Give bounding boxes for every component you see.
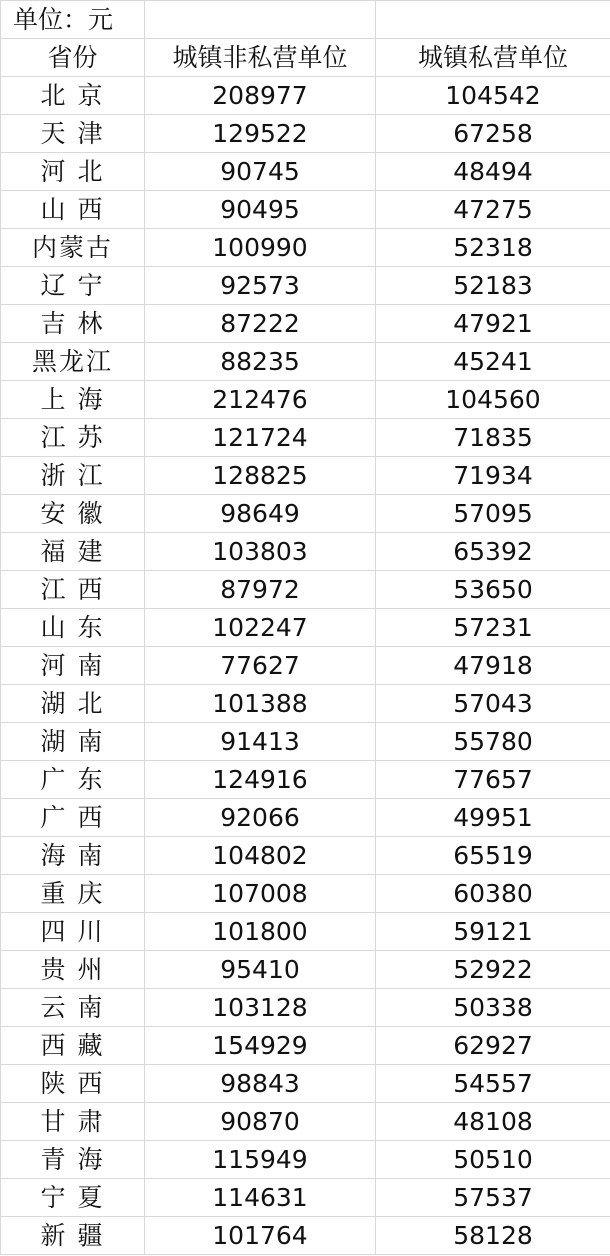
table-row bbox=[1, 229, 610, 267]
province-cell[interactable]: 青 海 bbox=[1, 1141, 145, 1179]
table-row bbox=[1, 571, 610, 609]
table-row bbox=[1, 799, 610, 837]
private-value-cell[interactable]: 57537 bbox=[376, 1179, 610, 1217]
non-private-value-cell[interactable]: 92573 bbox=[145, 267, 376, 305]
province-cell[interactable]: 江 西 bbox=[1, 571, 145, 609]
table-row bbox=[1, 1179, 610, 1217]
private-value-cell[interactable]: 52318 bbox=[376, 229, 610, 267]
header-province[interactable]: 省份 bbox=[1, 39, 145, 77]
private-value-cell[interactable]: 60380 bbox=[376, 875, 610, 913]
table-row bbox=[1, 533, 610, 571]
private-value-cell[interactable]: 71835 bbox=[376, 419, 610, 457]
non-private-value-cell[interactable]: 114631 bbox=[145, 1179, 376, 1217]
table-row bbox=[1, 723, 610, 761]
table-row bbox=[1, 381, 610, 419]
non-private-value-cell[interactable]: 103803 bbox=[145, 533, 376, 571]
header-row bbox=[1, 39, 610, 77]
private-value-cell[interactable]: 58128 bbox=[376, 1217, 610, 1255]
private-value-cell[interactable]: 45241 bbox=[376, 343, 610, 381]
non-private-value-cell[interactable]: 88235 bbox=[145, 343, 376, 381]
private-value-cell[interactable]: 50338 bbox=[376, 989, 610, 1027]
non-private-value-cell[interactable]: 124916 bbox=[145, 761, 376, 799]
table-row bbox=[1, 1141, 610, 1179]
table-body bbox=[1, 1, 610, 1255]
non-private-value-cell[interactable]: 103128 bbox=[145, 989, 376, 1027]
non-private-value-cell[interactable]: 107008 bbox=[145, 875, 376, 913]
table-row bbox=[1, 1103, 610, 1141]
private-value-cell[interactable]: 47275 bbox=[376, 191, 610, 229]
non-private-value-cell[interactable]: 90745 bbox=[145, 153, 376, 191]
non-private-value-cell[interactable]: 98843 bbox=[145, 1065, 376, 1103]
non-private-value-cell[interactable]: 104802 bbox=[145, 837, 376, 875]
private-value-cell[interactable]: 57095 bbox=[376, 495, 610, 533]
table-row bbox=[1, 685, 610, 723]
table-row bbox=[1, 761, 610, 799]
private-value-cell[interactable]: 59121 bbox=[376, 913, 610, 951]
province-cell[interactable]: 重 庆 bbox=[1, 875, 145, 913]
table-row bbox=[1, 647, 610, 685]
province-cell[interactable]: 甘 肃 bbox=[1, 1103, 145, 1141]
table-row bbox=[1, 837, 610, 875]
table-row bbox=[1, 989, 610, 1027]
table-row bbox=[1, 77, 610, 115]
table-row bbox=[1, 115, 610, 153]
table-row bbox=[1, 951, 610, 989]
non-private-value-cell[interactable]: 92066 bbox=[145, 799, 376, 837]
non-private-value-cell[interactable]: 91413 bbox=[145, 723, 376, 761]
province-cell[interactable]: 天 津 bbox=[1, 115, 145, 153]
province-cell[interactable]: 山 西 bbox=[1, 191, 145, 229]
non-private-value-cell[interactable]: 115949 bbox=[145, 1141, 376, 1179]
empty-cell[interactable] bbox=[376, 1, 610, 39]
private-value-cell[interactable]: 62927 bbox=[376, 1027, 610, 1065]
private-value-cell[interactable]: 67258 bbox=[376, 115, 610, 153]
table-row bbox=[1, 305, 610, 343]
province-cell[interactable]: 宁 夏 bbox=[1, 1179, 145, 1217]
private-value-cell[interactable]: 53650 bbox=[376, 571, 610, 609]
non-private-value-cell[interactable]: 121724 bbox=[145, 419, 376, 457]
private-value-cell[interactable]: 47918 bbox=[376, 647, 610, 685]
non-private-value-cell[interactable]: 128825 bbox=[145, 457, 376, 495]
private-value-cell[interactable]: 48494 bbox=[376, 153, 610, 191]
province-cell[interactable]: 内蒙古 bbox=[1, 229, 145, 267]
province-cell[interactable]: 西 藏 bbox=[1, 1027, 145, 1065]
private-value-cell[interactable]: 47921 bbox=[376, 305, 610, 343]
province-cell[interactable]: 山 东 bbox=[1, 609, 145, 647]
table-row bbox=[1, 267, 610, 305]
private-value-cell[interactable]: 104542 bbox=[376, 77, 610, 115]
private-value-cell[interactable]: 55780 bbox=[376, 723, 610, 761]
non-private-value-cell[interactable]: 101800 bbox=[145, 913, 376, 951]
table-row bbox=[1, 419, 610, 457]
private-value-cell[interactable]: 52922 bbox=[376, 951, 610, 989]
private-value-cell[interactable]: 54557 bbox=[376, 1065, 610, 1103]
non-private-value-cell[interactable]: 87972 bbox=[145, 571, 376, 609]
non-private-value-cell[interactable]: 95410 bbox=[145, 951, 376, 989]
private-value-cell[interactable]: 48108 bbox=[376, 1103, 610, 1141]
province-cell[interactable]: 陕 西 bbox=[1, 1065, 145, 1103]
table-row bbox=[1, 875, 610, 913]
empty-cell[interactable] bbox=[145, 1, 376, 39]
non-private-value-cell[interactable]: 101764 bbox=[145, 1217, 376, 1255]
non-private-value-cell[interactable]: 154929 bbox=[145, 1027, 376, 1065]
province-cell[interactable]: 北 京 bbox=[1, 77, 145, 115]
private-value-cell[interactable]: 77657 bbox=[376, 761, 610, 799]
table-row bbox=[1, 1217, 610, 1255]
table-row bbox=[1, 913, 610, 951]
non-private-value-cell[interactable]: 98649 bbox=[145, 495, 376, 533]
private-value-cell[interactable]: 52183 bbox=[376, 267, 610, 305]
unit-row bbox=[1, 1, 610, 39]
province-cell[interactable]: 安 徽 bbox=[1, 495, 145, 533]
province-cell[interactable]: 上 海 bbox=[1, 381, 145, 419]
table-row bbox=[1, 191, 610, 229]
province-cell[interactable]: 河 北 bbox=[1, 153, 145, 191]
province-cell[interactable]: 辽 宁 bbox=[1, 267, 145, 305]
non-private-value-cell[interactable]: 102247 bbox=[145, 609, 376, 647]
table-row bbox=[1, 609, 610, 647]
non-private-value-cell[interactable]: 77627 bbox=[145, 647, 376, 685]
province-cell[interactable]: 云 南 bbox=[1, 989, 145, 1027]
province-cell[interactable]: 新 疆 bbox=[1, 1217, 145, 1255]
table-row bbox=[1, 1065, 610, 1103]
unit-label[interactable]: 单位：元 bbox=[1, 1, 145, 39]
non-private-value-cell[interactable]: 101388 bbox=[145, 685, 376, 723]
province-cell[interactable]: 江 苏 bbox=[1, 419, 145, 457]
non-private-value-cell[interactable]: 212476 bbox=[145, 381, 376, 419]
private-value-cell[interactable]: 49951 bbox=[376, 799, 610, 837]
province-cell[interactable]: 黑龙江 bbox=[1, 343, 145, 381]
province-cell[interactable]: 海 南 bbox=[1, 837, 145, 875]
header-private[interactable]: 城镇私营单位 bbox=[376, 39, 610, 77]
non-private-value-cell[interactable]: 129522 bbox=[145, 115, 376, 153]
header-non-private[interactable]: 城镇非私营单位 bbox=[145, 39, 376, 77]
non-private-value-cell[interactable]: 90870 bbox=[145, 1103, 376, 1141]
private-value-cell[interactable]: 57231 bbox=[376, 609, 610, 647]
private-value-cell[interactable]: 65519 bbox=[376, 837, 610, 875]
province-cell[interactable]: 湖 北 bbox=[1, 685, 145, 723]
non-private-value-cell[interactable]: 90495 bbox=[145, 191, 376, 229]
non-private-value-cell[interactable]: 100990 bbox=[145, 229, 376, 267]
province-cell[interactable]: 贵 州 bbox=[1, 951, 145, 989]
province-cell[interactable]: 福 建 bbox=[1, 533, 145, 571]
private-value-cell[interactable]: 104560 bbox=[376, 381, 610, 419]
table-row bbox=[1, 495, 610, 533]
table-row bbox=[1, 343, 610, 381]
table-row bbox=[1, 153, 610, 191]
private-value-cell[interactable]: 50510 bbox=[376, 1141, 610, 1179]
province-cell[interactable]: 湖 南 bbox=[1, 723, 145, 761]
province-cell[interactable]: 河 南 bbox=[1, 647, 145, 685]
province-cell[interactable]: 吉 林 bbox=[1, 305, 145, 343]
province-cell[interactable]: 广 西 bbox=[1, 799, 145, 837]
province-cell[interactable]: 广 东 bbox=[1, 761, 145, 799]
table-row bbox=[1, 1027, 610, 1065]
province-cell[interactable]: 浙 江 bbox=[1, 457, 145, 495]
non-private-value-cell[interactable]: 87222 bbox=[145, 305, 376, 343]
private-value-cell[interactable]: 71934 bbox=[376, 457, 610, 495]
table-row bbox=[1, 457, 610, 495]
private-value-cell[interactable]: 65392 bbox=[376, 533, 610, 571]
private-value-cell[interactable]: 57043 bbox=[376, 685, 610, 723]
province-cell[interactable]: 四 川 bbox=[1, 913, 145, 951]
non-private-value-cell[interactable]: 208977 bbox=[145, 77, 376, 115]
